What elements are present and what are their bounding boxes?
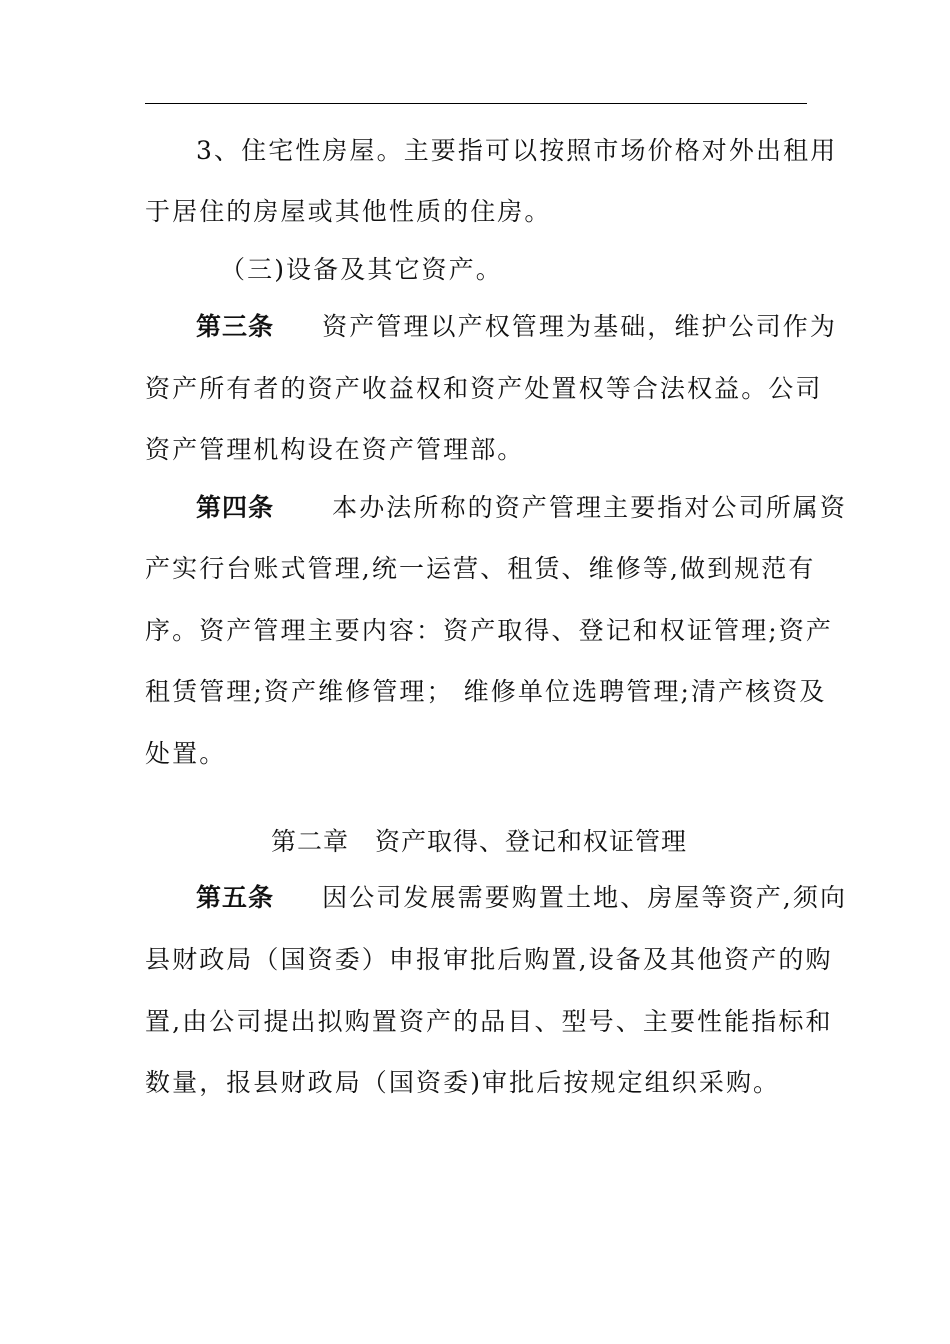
article-4-label: 第四条 [196, 493, 275, 522]
article-3-text: 资产管理以产权管理为基础，维护公司作为 [322, 312, 838, 341]
paragraph-line: 资产管理机构设在资产管理部。 [145, 435, 525, 464]
paragraph-line: 产实行台账式管理,统一运营、租赁、维修等,做到规范有 [145, 554, 816, 583]
article-3-first-line [196, 310, 837, 344]
paragraph-line: 处置。 [145, 739, 227, 768]
paragraph-line: 序。资产管理主要内容：资产取得、登记和权证管理;资产 [145, 616, 834, 645]
paragraph-line: （三)设备及其它资产。 [220, 255, 503, 284]
article-5-text: 因公司发展需要购置土地、房屋等资产,须向 [322, 883, 848, 912]
article-4-text: 本办法所称的资产管理主要指对公司所属资 [332, 493, 848, 522]
article-3-label: 第三条 [196, 312, 275, 341]
paragraph-line: 置,由公司提出拟购置资产的品目、型号、主要性能指标和 [145, 1007, 833, 1036]
paragraph-line: 3、住宅性房屋。主要指可以按照市场价格对外出租用 [196, 136, 838, 165]
article-5-label: 第五条 [196, 883, 275, 912]
paragraph-line: 资产所有者的资产收益权和资产处置权等合法权益。公司 [145, 374, 823, 403]
article-4-first-line [196, 491, 847, 525]
article-5-first-line [196, 881, 847, 915]
paragraph-line: 于居住的房屋或其他性质的住房。 [145, 197, 552, 226]
header-rule [145, 103, 807, 104]
paragraph-line: 数量，报县财政局（国资委)审批后按规定组织采购。 [145, 1068, 781, 1097]
paragraph-line: 县财政局（国资委）申报审批后购置,设备及其他资产的购 [145, 945, 833, 974]
chapter-heading: 第二章 资产取得、登记和权证管理 [271, 827, 688, 856]
paragraph-line: 租赁管理;资产维修管理； 维修单位选聘管理;清产核资及 [145, 677, 827, 706]
